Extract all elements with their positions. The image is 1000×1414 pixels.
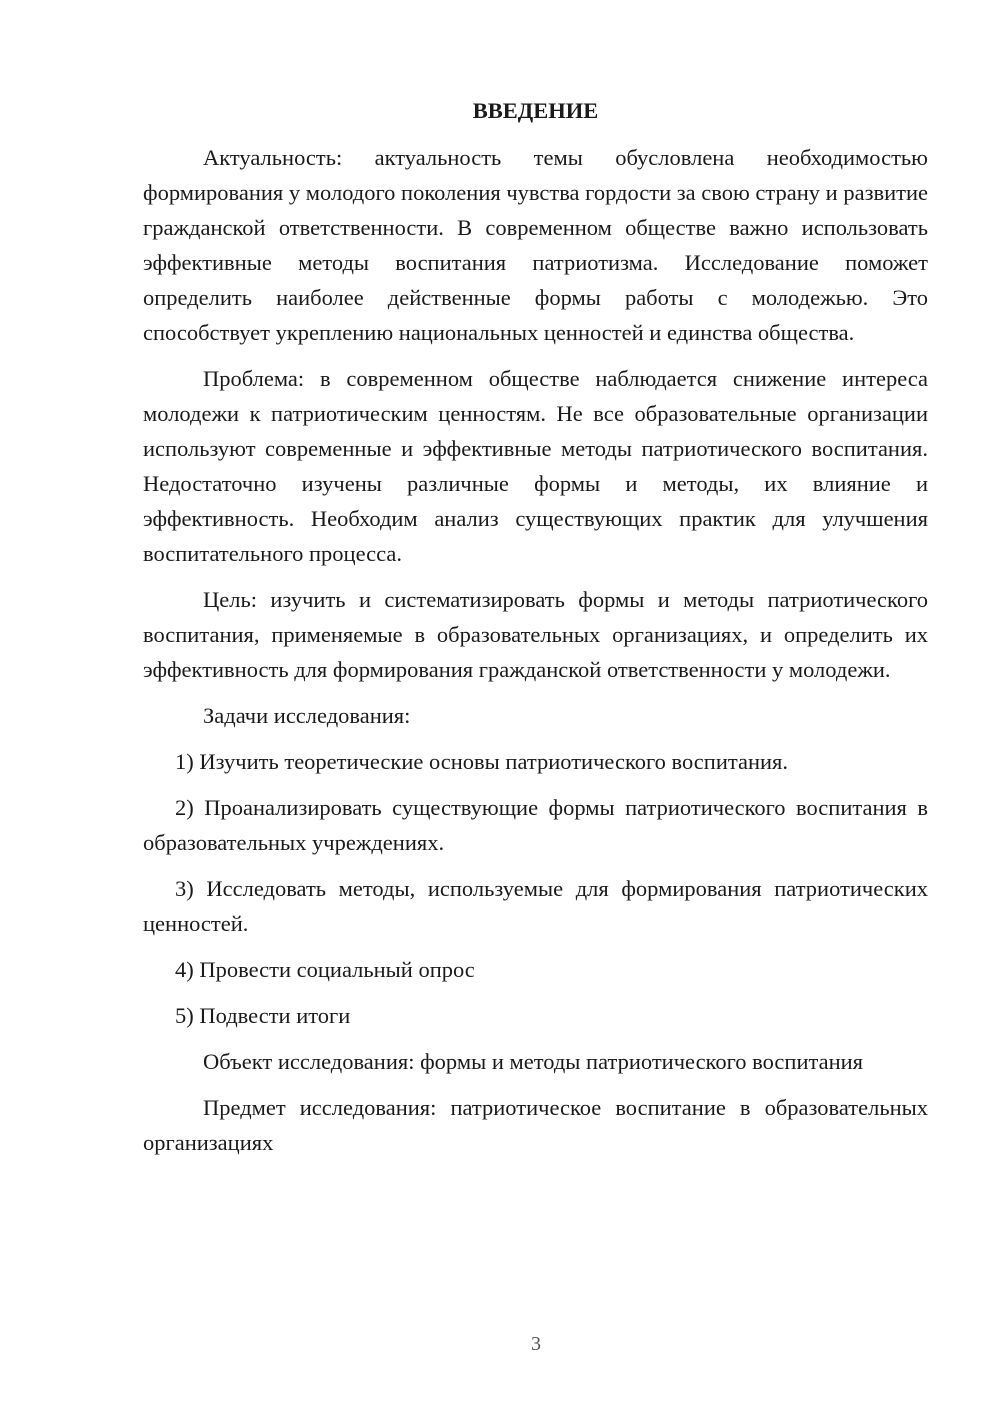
task-item-1: 1) Изучить теоретические основы патриотического воспитания. — [175, 749, 789, 774]
paragraph-subject: Предмет исследования: патриотическое воспитание в образовательных организациях — [143, 1095, 928, 1155]
task-item-4: 4) Провести социальный опрос — [175, 957, 475, 982]
page-content — [143, 96, 928, 1171]
paragraph-problem: Проблема: в современном обществе наблюдается снижение интереса молодежи к патриотическим ценностям. Не все образовательные организации используют современные и эффективные методы патриотического воспитания. Недостаточно изучены различные формы и методы, их влияние и эффективность. Необходим анализ существующих практик для улучшения воспитательного процесса. — [143, 366, 928, 566]
paragraph-goal: Цель: изучить и систематизировать формы и методы патриотического воспитания, применяемые в образовательных организациях, и определить их эффективность для формирования гражданской ответственности у молодежи. — [143, 587, 928, 682]
page-number: 3 — [531, 1333, 541, 1355]
task-item-5: 5) Подвести итоги — [175, 1003, 351, 1028]
section-title: ВВЕДЕНИЕ — [472, 98, 599, 123]
task-item-2: 2) Проанализировать существующие формы патриотического воспитания в образовательных учреждениях. — [143, 795, 928, 855]
paragraph-relevance: Актуальность: актуальность темы обусловлена необходимостью формирования у молодого поколения чувства гордости за свою страну и развитие гражданской ответственности. В современном обществе важно использовать эффективные методы воспитания патриотизма. Исследование поможет определить наиболее действенные формы работы с молодежью. Это способствует укреплению национальных ценностей и единства общества. — [143, 145, 928, 345]
paragraph-object: Объект исследования: формы и методы патриотического воспитания — [203, 1049, 864, 1074]
task-item-3: 3) Исследовать методы, используемые для формирования патриотических ценностей. — [143, 876, 928, 936]
tasks-heading: Задачи исследования: — [203, 703, 411, 728]
